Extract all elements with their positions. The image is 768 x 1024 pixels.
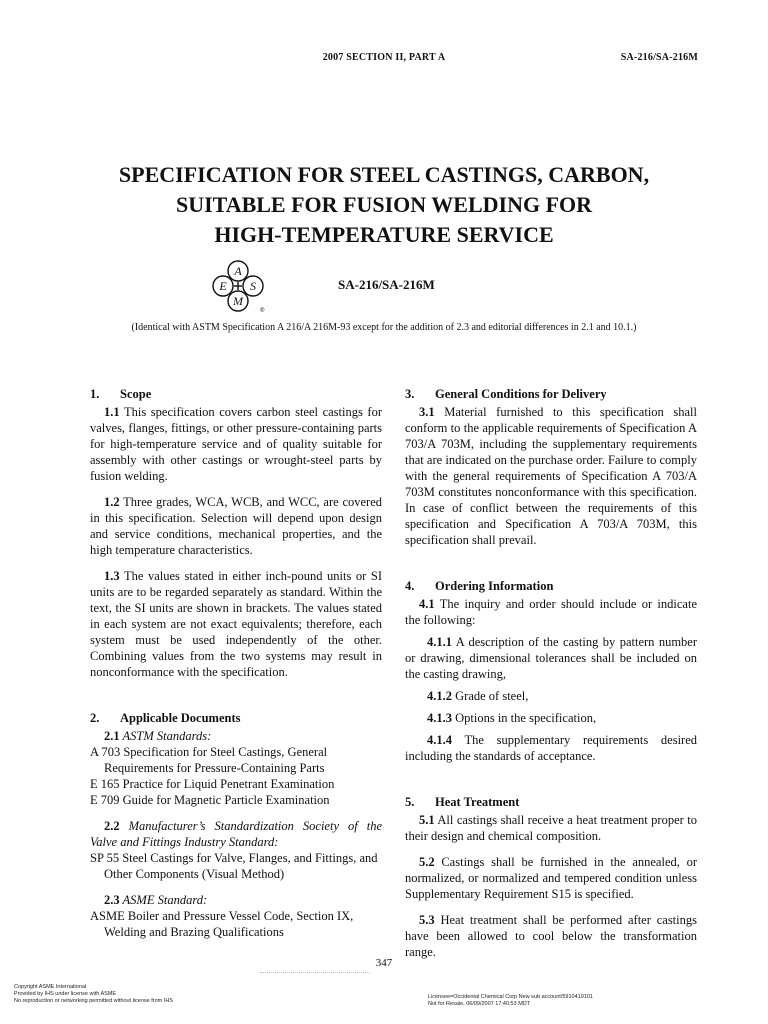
left-column (90, 386, 382, 940)
svg-text:A: A (234, 264, 242, 278)
section-heading-scope: 1. Scope (90, 387, 152, 401)
title-line: SPECIFICATION FOR STEEL CASTINGS, CARBON, (118, 162, 650, 187)
paragraph-5-3: 5.3 Heat treatment shall be performed after castings have been allowed to cool below the transformation range. (405, 913, 697, 959)
footer-line: No reproduction or networking permitted without license from IHS (14, 998, 173, 1004)
reference-asme-bpvc: ASME Boiler and Pressure Vessel Code, Section IX, Welding and Brazing Qualifications (90, 909, 354, 939)
footer-copyright (14, 984, 173, 1005)
section-heading-ordering-information: 4. Ordering Information (405, 579, 554, 593)
paragraph-5-2: 5.2 Castings shall be furnished in the annealed, or normalized, or normalized and tempered condition unless Supplementary Requirement S15 is specified. (405, 855, 697, 901)
paragraph-1-1: 1.1 This specification covers carbon steel castings for valves, flanges, fittings, or other pressure-containing parts for high-temperature service and of quality suitable for assembly with other castings or wrought-steel parts by fusion welding. (90, 405, 383, 483)
reference-sp55: SP 55 Steel Castings for Valve, Flanges, and Fittings, and Other Components (Visual Method) (90, 851, 378, 881)
document-title (0, 160, 768, 250)
subheading-2-1: 2.1 ASTM Standards: (104, 729, 212, 743)
reference-a703: A 703 Specification for Steel Castings, General Requirements for Pressure-Containing Parts (90, 745, 328, 775)
paragraph-4-1-2: 4.1.2 Grade of steel, (427, 689, 529, 703)
reference-e709: E 709 Guide for Magnetic Particle Examination (90, 793, 330, 807)
right-column (405, 386, 697, 960)
page-number: 347 (375, 957, 393, 969)
paragraph-4-1-3: 4.1.3 Options in the specification, (427, 711, 597, 725)
footer-line: Provided by IHS under license with ASME (14, 991, 117, 997)
paragraph-4-1: 4.1 The inquiry and order should include or indicate the following: (405, 597, 697, 627)
designation: SA-216/SA-216M (338, 277, 435, 292)
paragraph-1-3: 1.3 The values stated in either inch-pound units or SI units are to be regarded separately as standard. Within the text, the SI units are shown in brackets. The values stated in each system are not exact equivalents; therefore, each system must be used independently of the other. Combining values from the two systems may result in nonconformance with the specification. (90, 569, 382, 679)
running-header-designation: SA-216/SA-216M (620, 52, 698, 63)
divider (260, 972, 370, 974)
footer-line: Copyright ASME International (14, 984, 87, 990)
asme-logo-icon (210, 258, 266, 314)
identical-note: (Identical with ASTM Specification A 216/A 216M-93 except for the addition of 2.3 and editorial differences in 2.1 and 10.1.) (131, 322, 637, 333)
paragraph-4-1-1: 4.1.1 A description of the casting by pattern number or drawing, dimensional tolerances shall be included on the casting drawing, (405, 635, 698, 681)
footer-line: Not for Resale, 06/09/2007 17:40:53 MDT (428, 1001, 531, 1007)
title-line: HIGH-TEMPERATURE SERVICE (214, 222, 554, 247)
section-heading-heat-treatment: 5. Heat Treatment (405, 795, 520, 809)
running-header-section: 2007 SECTION II, PART A (322, 52, 446, 63)
section-heading-applicable-documents: 2. Applicable Documents (90, 711, 241, 725)
paragraph-5-1: 5.1 All castings shall receive a heat treatment proper to their design and chemical composition. (405, 813, 697, 843)
paragraph-4-1-4: 4.1.4 The supplementary requirements desired including the standards of acceptance. (405, 733, 698, 763)
paragraph-3-1: 3.1 Material furnished to this specification shall conform to the applicable requirements of Specification A 703/A 703M, including the supplementary requirements that are indicated on the purchase order. Failure to comply with the general requirements of Specification A 703/A 703M constitutes nonconformance with this specification. In case of conflict between the requirements of this specification and Specification A 703/A 703M, this specification shall prevail. (405, 405, 697, 547)
section-heading-general-conditions: 3. General Conditions for Delivery (405, 387, 607, 401)
subheading-2-3: 2.3 ASME Standard: (104, 893, 208, 907)
footer-line: Licensee=Occidental Chemical Corp New sub account/5910419101 (428, 994, 593, 1000)
svg-text:M: M (233, 294, 243, 308)
paragraph-1-2: 1.2 Three grades, WCA, WCB, and WCC, are covered in this specification. Selection will depend upon design and service conditions, mechanical properties, and the high temperature characteristics. (90, 495, 382, 557)
svg-text:S: S (250, 279, 256, 293)
svg-text:®: ® (260, 308, 265, 314)
reference-e165: E 165 Practice for Liquid Penetrant Examination (90, 777, 335, 791)
title-line: SUITABLE FOR FUSION WELDING FOR (175, 192, 593, 217)
svg-text:E: E (219, 279, 227, 293)
subheading-2-2: 2.2 Manufacturer’s Standardization Society of the Valve and Fittings Industry Standard: (90, 819, 383, 849)
footer-license (428, 994, 593, 1008)
